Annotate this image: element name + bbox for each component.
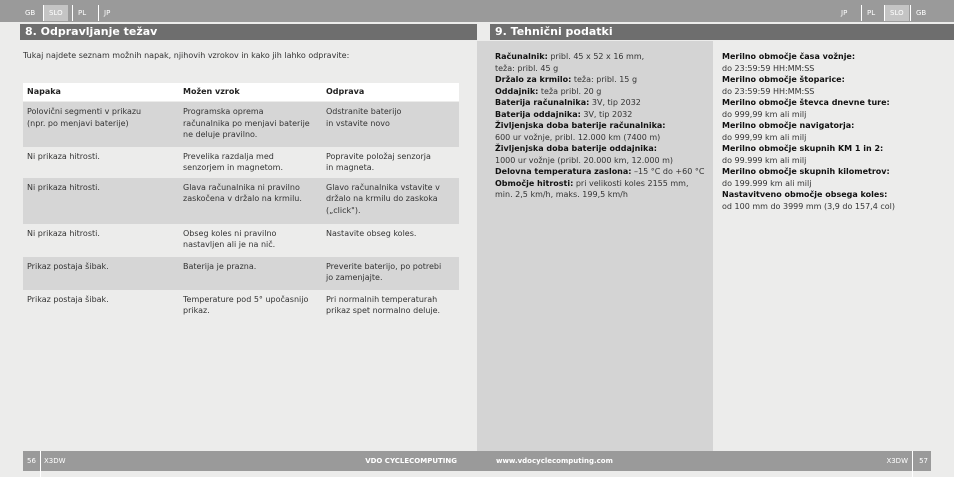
spec-value: teža: pribl. 15 g: [571, 75, 638, 84]
lang-tab-jp-left[interactable]: JP: [98, 5, 115, 21]
spec-value: do 99.999 km ali milj: [722, 155, 807, 165]
spec-label: Nastavitveno območje obsega koles:: [722, 190, 888, 199]
lang-tab-jp-right[interactable]: JP: [841, 9, 848, 17]
fault-cell: Polovični segmenti v prikazu (npr. po menjavi baterije): [23, 102, 179, 147]
footer-model-right: X3DW: [886, 457, 908, 465]
cause-cell: Baterija je prazna.: [179, 257, 322, 290]
lang-tab-pl-left[interactable]: PL: [72, 5, 91, 21]
spec-value: teža: pribl. 45 g: [495, 63, 559, 73]
remedy-cell: Pri normalnih temperaturah prikaz spet normalno deluje.: [326, 294, 441, 315]
spec-value: do 999,99 km ali milj: [722, 109, 807, 119]
footer-right: [477, 451, 931, 471]
spec-value: pribl. 45 x 52 x 16 mm,: [547, 52, 645, 61]
spec-label: Merilno območje skupnih KM 1 in 2:: [722, 144, 884, 153]
spec-line: [722, 132, 895, 144]
spec-line: [722, 63, 895, 75]
spec-label: Merilno območje skupnih kilometrov:: [722, 167, 890, 176]
spec-list-general: [495, 51, 704, 201]
spec-line: [722, 178, 895, 190]
spec-value: od 100 mm do 3999 mm (3,9 do 157,4 col): [722, 201, 895, 211]
footer-brand: VDO CYCLECOMPUTING: [365, 457, 457, 465]
spec-line: [722, 51, 895, 63]
remedy-cell: Nastavite obseg koles.: [326, 228, 417, 238]
spec-value: do 23:59:59 HH:MM:SS: [722, 86, 815, 96]
fault-cell: Prikaz postaja šibak.: [27, 294, 109, 304]
spec-value: pri velikosti koles 2155 mm,: [573, 178, 689, 188]
lang-tab-gb-left[interactable]: GB: [25, 9, 36, 17]
spec-label: Območje hitrosti:: [495, 178, 574, 188]
spec-value: 3V, tip 2032: [580, 109, 633, 119]
spec-label: Življenjska doba baterije oddajnika:: [495, 144, 657, 153]
spec-line: [495, 132, 704, 144]
spec-line: [722, 120, 895, 132]
spec-value: 600 ur vožnje, pribl. 12.000 km (7400 m): [495, 132, 661, 142]
spec-line: [722, 189, 895, 201]
spec-line: [495, 86, 704, 98]
footer-left: [23, 451, 477, 471]
spec-list-ranges: [722, 51, 895, 212]
spec-line: [495, 189, 704, 201]
section-title-troubleshooting: 8. Odpravljanje težav: [20, 24, 477, 40]
cause-cell: Obseg koles ni pravilno nastavljen ali je na nič.: [183, 228, 277, 249]
spec-line: [495, 63, 704, 75]
cause-cell: Glava računalnika ni pravilno zaskočena v držalo na krmilu.: [179, 178, 322, 224]
table-row: [23, 178, 459, 224]
table-row: [23, 102, 459, 147]
troubleshooting-table: [23, 83, 459, 323]
spec-label: Baterija računalnika:: [495, 98, 590, 107]
spec-line: [495, 120, 704, 132]
spec-line: [495, 166, 704, 178]
spec-value: teža pribl. 20 g: [538, 86, 602, 96]
top-bar: [0, 0, 954, 22]
fault-cell: Prikaz postaja šibak.: [23, 257, 179, 290]
spec-line: [722, 97, 895, 109]
column-header-fault: Napaka: [23, 83, 179, 102]
column-header-remedy: Odprava: [322, 83, 459, 102]
table-row: [23, 257, 459, 290]
remedy-cell: Odstranite baterijo in vstavite novo: [322, 102, 459, 147]
cause-cell: Temperature pod 5° upočasnijo prikaz.: [183, 294, 309, 315]
lang-tab-pl-right[interactable]: PL: [861, 5, 880, 21]
spec-label: Merilno območje navigatorja:: [722, 121, 855, 130]
spec-label: Merilno območje števca dnevne ture:: [722, 98, 890, 107]
spec-line: [495, 97, 704, 109]
lang-tab-slo-left[interactable]: SLO: [43, 5, 68, 21]
lang-tab-gb-right[interactable]: GB: [910, 5, 931, 21]
spec-line: [722, 143, 895, 155]
lang-tab-slo-right[interactable]: SLO: [884, 5, 909, 21]
spec-label: Merilno območje štoparice:: [722, 75, 845, 84]
footer-url[interactable]: www.vdocyclecomputing.com: [496, 457, 613, 465]
page-number-left: 56: [27, 457, 36, 465]
spec-line: [722, 74, 895, 86]
spec-value: 1000 ur vožnje (pribl. 20.000 km, 12.000 m): [495, 155, 673, 165]
column-header-cause: Možen vzrok: [179, 83, 322, 102]
spec-value: do 999,99 km ali milj: [722, 132, 807, 142]
footer-model-left: X3DW: [44, 457, 66, 465]
spec-label: Računalnik:: [495, 52, 548, 61]
spec-label: Delovna temperatura zaslona:: [495, 167, 632, 176]
spec-value: do 199.999 km ali milj: [722, 178, 812, 188]
spec-value: do 23:59:59 HH:MM:SS: [722, 63, 815, 73]
page-number-right: 57: [919, 457, 928, 465]
spec-value: 3V, tip 2032: [589, 98, 641, 107]
fault-cell: Ni prikaza hitrosti.: [27, 228, 100, 238]
spec-label: Držalo za krmilo:: [495, 75, 572, 84]
table-header-row: [23, 83, 459, 102]
spec-line: [722, 201, 895, 213]
remedy-cell: Popravite položaj senzorja in magneta.: [326, 151, 431, 172]
spec-line: [495, 178, 704, 190]
troubleshooting-intro: Tukaj najdete seznam možnih napak, njihovih vzrokov in kako jih lahko odpravite:: [23, 51, 350, 60]
spec-line: [722, 109, 895, 121]
spec-line: [495, 51, 704, 63]
footer-divider: [912, 451, 913, 477]
spec-label: Merilno območje časa vožnje:: [722, 52, 856, 61]
remedy-cell: Glavo računalnika vstavite v držalo na krmilu do zaskoka („click").: [322, 178, 459, 224]
spec-line: [495, 143, 704, 155]
cause-cell: Prevelika razdalja med senzorjem in magnetom.: [183, 151, 283, 172]
fault-cell: Ni prikaza hitrosti.: [23, 178, 179, 224]
table-row: [23, 290, 459, 323]
fault-cell: Ni prikaza hitrosti.: [27, 151, 100, 161]
spec-label: Oddajnik:: [495, 86, 539, 96]
section-title-technical-data: 9. Tehnični podatki: [490, 24, 954, 40]
spec-label: Baterija oddajnika:: [495, 109, 581, 119]
spec-line: [722, 166, 895, 178]
spec-line: [495, 155, 704, 167]
table-row: [23, 224, 459, 257]
footer-divider: [40, 451, 41, 477]
spec-label: Življenjska doba baterije računalnika:: [495, 121, 666, 130]
spec-value: –15 °C do +60 °C: [631, 167, 705, 176]
cause-cell: Programska oprema računalnika po menjavi baterije ne deluje pravilno.: [179, 102, 322, 147]
spec-line: [722, 86, 895, 98]
spec-line: [495, 74, 704, 86]
spec-line: [495, 109, 704, 121]
table-row: [23, 147, 459, 178]
spec-value: min. 2,5 km/h, maks. 199,5 km/h: [495, 190, 628, 199]
spec-line: [722, 155, 895, 167]
remedy-cell: Preverite baterijo, po potrebi jo zamenjajte.: [322, 257, 459, 290]
